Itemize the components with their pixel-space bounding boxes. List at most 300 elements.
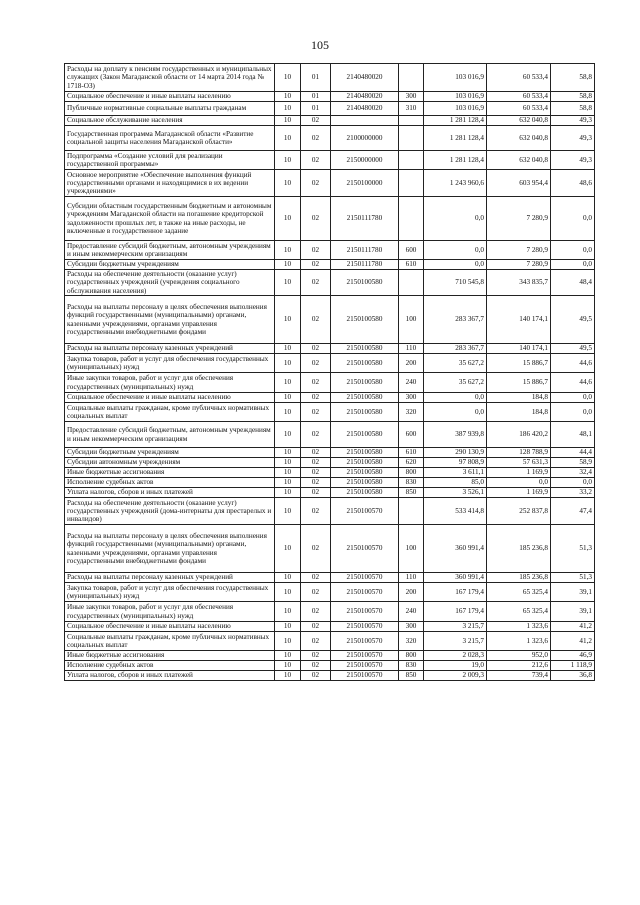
cell-plan: 1 281 128,4	[424, 126, 487, 151]
cell-target: 2150100570	[331, 632, 399, 651]
cell-section: 10	[275, 344, 301, 354]
cell-section: 10	[275, 488, 301, 498]
table-row	[65, 488, 595, 498]
cell-name: Социальное обеспечение и иные выплаты населению	[65, 92, 275, 102]
cell-name: Предоставление субсидий бюджетным, автономным учреждениям и иным некоммерческим организациям	[65, 422, 275, 448]
cell-plan: 19,0	[424, 661, 487, 671]
cell-actual: 140 174,1	[487, 344, 551, 354]
cell-name: Уплата налогов, сборов и иных платежей	[65, 671, 275, 681]
cell-plan: 2 028,3	[424, 651, 487, 661]
cell-name: Иные бюджетные ассигнования	[65, 651, 275, 661]
table-row	[65, 296, 595, 344]
cell-subsection: 02	[301, 651, 331, 661]
cell-expense-type: 620	[399, 458, 424, 468]
cell-plan: 1 281 128,4	[424, 116, 487, 126]
cell-subsection: 02	[301, 661, 331, 671]
cell-target: 2150100570	[331, 525, 399, 573]
cell-percent: 41,2	[551, 622, 595, 632]
cell-target: 2150100580	[331, 468, 399, 478]
cell-subsection: 02	[301, 260, 331, 270]
cell-percent: 39,1	[551, 583, 595, 602]
cell-expense-type	[399, 498, 424, 525]
cell-plan: 103 016,9	[424, 64, 487, 92]
cell-section: 10	[275, 403, 301, 422]
cell-target	[331, 116, 399, 126]
cell-section: 10	[275, 197, 301, 241]
table-row	[65, 126, 595, 151]
cell-target: 2140480020	[331, 92, 399, 102]
cell-target: 2150111780	[331, 241, 399, 260]
cell-target: 2100000000	[331, 126, 399, 151]
cell-percent: 0,0	[551, 197, 595, 241]
cell-actual: 184,8	[487, 403, 551, 422]
cell-plan: 283 367,7	[424, 296, 487, 344]
cell-percent: 51,3	[551, 525, 595, 573]
cell-subsection: 02	[301, 116, 331, 126]
cell-actual: 60 533,4	[487, 64, 551, 92]
cell-target: 2150100580	[331, 422, 399, 448]
cell-actual: 184,8	[487, 393, 551, 403]
cell-subsection: 01	[301, 102, 331, 116]
cell-percent: 33,2	[551, 488, 595, 498]
cell-plan: 97 808,9	[424, 458, 487, 468]
cell-plan: 0,0	[424, 260, 487, 270]
table-row	[65, 260, 595, 270]
table-row	[65, 632, 595, 651]
cell-subsection: 02	[301, 270, 331, 296]
cell-name: Расходы на доплату к пенсиям государственных и муниципальных служащих (Закон Магаданской области от 14 марта 2014 года № 1718-ОЗ)	[65, 64, 275, 92]
cell-name: Социальное обеспечение и иные выплаты населению	[65, 393, 275, 403]
cell-plan: 167 179,4	[424, 602, 487, 622]
table-row	[65, 151, 595, 170]
cell-section: 10	[275, 583, 301, 602]
table-body	[65, 64, 595, 681]
cell-actual: 185 236,8	[487, 525, 551, 573]
cell-expense-type: 850	[399, 671, 424, 681]
cell-section: 10	[275, 270, 301, 296]
cell-expense-type	[399, 151, 424, 170]
cell-plan: 283 367,7	[424, 344, 487, 354]
cell-target: 2150100580	[331, 344, 399, 354]
cell-name: Закупка товаров, работ и услуг для обеспечения государственных (муниципальных) нужд	[65, 354, 275, 373]
cell-expense-type	[399, 126, 424, 151]
cell-name: Социальное обеспечение и иные выплаты населению	[65, 622, 275, 632]
cell-subsection: 02	[301, 448, 331, 458]
cell-percent: 49,5	[551, 296, 595, 344]
cell-expense-type	[399, 270, 424, 296]
table-row	[65, 241, 595, 260]
cell-section: 10	[275, 651, 301, 661]
cell-expense-type	[399, 197, 424, 241]
cell-subsection: 02	[301, 151, 331, 170]
cell-percent: 0,0	[551, 241, 595, 260]
cell-percent: 49,3	[551, 151, 595, 170]
cell-actual: 7 280,9	[487, 241, 551, 260]
cell-actual: 60 533,4	[487, 102, 551, 116]
cell-plan: 710 545,8	[424, 270, 487, 296]
cell-percent: 44,4	[551, 448, 595, 458]
cell-name: Социальные выплаты гражданам, кроме публичных нормативных социальных выплат	[65, 403, 275, 422]
cell-expense-type: 300	[399, 622, 424, 632]
table-row	[65, 573, 595, 583]
cell-plan: 290 130,9	[424, 448, 487, 458]
cell-subsection: 02	[301, 525, 331, 573]
cell-section: 10	[275, 422, 301, 448]
cell-percent: 48,4	[551, 270, 595, 296]
table-row	[65, 92, 595, 102]
cell-name: Расходы на обеспечение деятельности (оказание услуг) государственных учреждений (учреждения социального обслуживания населения)	[65, 270, 275, 296]
cell-percent: 49,3	[551, 116, 595, 126]
cell-section: 10	[275, 126, 301, 151]
cell-name: Расходы на обеспечение деятельности (оказание услуг) государственных учреждений (дома-интернаты для престарелых и инвалидов)	[65, 498, 275, 525]
cell-subsection: 02	[301, 422, 331, 448]
cell-expense-type: 610	[399, 260, 424, 270]
cell-plan: 3 215,7	[424, 632, 487, 651]
cell-name: Расходы на выплаты персоналу в целях обеспечения выполнения функций государственными (муниципальными) органами, казенными учреждениями, органами управления государственными внебюджетными фондами	[65, 296, 275, 344]
cell-percent: 44,6	[551, 373, 595, 393]
cell-name: Публичные нормативные социальные выплаты гражданам	[65, 102, 275, 116]
table-row	[65, 403, 595, 422]
cell-target: 2150111780	[331, 260, 399, 270]
table-row	[65, 525, 595, 573]
cell-plan: 1 243 960,6	[424, 170, 487, 197]
cell-subsection: 02	[301, 126, 331, 151]
cell-section: 10	[275, 92, 301, 102]
cell-subsection: 02	[301, 583, 331, 602]
cell-plan: 0,0	[424, 241, 487, 260]
cell-subsection: 02	[301, 458, 331, 468]
cell-expense-type	[399, 64, 424, 92]
cell-percent: 36,8	[551, 671, 595, 681]
cell-target: 2150100000	[331, 170, 399, 197]
cell-expense-type: 110	[399, 344, 424, 354]
cell-section: 10	[275, 632, 301, 651]
cell-percent: 58,8	[551, 92, 595, 102]
cell-section: 10	[275, 260, 301, 270]
page-number: 105	[311, 38, 329, 52]
cell-name: Уплата налогов, сборов и иных платежей	[65, 488, 275, 498]
cell-subsection: 02	[301, 573, 331, 583]
cell-plan: 35 627,2	[424, 354, 487, 373]
cell-subsection: 02	[301, 373, 331, 393]
cell-actual: 603 954,4	[487, 170, 551, 197]
table-row	[65, 602, 595, 622]
cell-expense-type: 300	[399, 92, 424, 102]
cell-name: Субсидии бюджетным учреждениям	[65, 260, 275, 270]
cell-subsection: 02	[301, 344, 331, 354]
cell-plan: 167 179,4	[424, 583, 487, 602]
cell-plan: 1 281 128,4	[424, 151, 487, 170]
cell-percent: 0,0	[551, 260, 595, 270]
cell-expense-type: 850	[399, 488, 424, 498]
table-row	[65, 671, 595, 681]
cell-percent: 46,9	[551, 651, 595, 661]
cell-percent: 49,3	[551, 126, 595, 151]
table-row	[65, 393, 595, 403]
cell-target: 2150100580	[331, 270, 399, 296]
cell-target: 2150100580	[331, 403, 399, 422]
cell-name: Субсидии автономным учреждениям	[65, 458, 275, 468]
cell-actual: 1 169,9	[487, 468, 551, 478]
cell-percent: 47,4	[551, 498, 595, 525]
cell-subsection: 01	[301, 64, 331, 92]
cell-percent: 51,3	[551, 573, 595, 583]
cell-percent: 58,8	[551, 102, 595, 116]
cell-plan: 360 991,4	[424, 573, 487, 583]
cell-subsection: 02	[301, 296, 331, 344]
cell-target: 2150100570	[331, 622, 399, 632]
cell-actual: 7 280,9	[487, 260, 551, 270]
cell-section: 10	[275, 671, 301, 681]
cell-target: 2150000000	[331, 151, 399, 170]
cell-subsection: 02	[301, 622, 331, 632]
cell-section: 10	[275, 448, 301, 458]
cell-subsection: 02	[301, 602, 331, 622]
cell-target: 2150100570	[331, 573, 399, 583]
cell-percent: 48,1	[551, 422, 595, 448]
cell-target: 2140480020	[331, 64, 399, 92]
cell-subsection: 02	[301, 468, 331, 478]
cell-subsection: 02	[301, 671, 331, 681]
cell-section: 10	[275, 170, 301, 197]
table-row	[65, 448, 595, 458]
cell-expense-type: 320	[399, 632, 424, 651]
cell-name: Расходы на выплаты персоналу в целях обеспечения выполнения функций государственными (муниципальными) органами, казенными учреждениями, органами управления государственными внебюджетными фондами	[65, 525, 275, 573]
cell-plan: 0,0	[424, 393, 487, 403]
cell-percent: 0,0	[551, 478, 595, 488]
cell-section: 10	[275, 478, 301, 488]
cell-percent: 39,1	[551, 602, 595, 622]
cell-subsection: 02	[301, 241, 331, 260]
cell-expense-type: 200	[399, 354, 424, 373]
table-row	[65, 170, 595, 197]
cell-subsection: 02	[301, 403, 331, 422]
cell-target: 2150100580	[331, 393, 399, 403]
cell-plan: 2 009,3	[424, 671, 487, 681]
cell-plan: 103 016,9	[424, 102, 487, 116]
cell-section: 10	[275, 622, 301, 632]
cell-expense-type: 100	[399, 296, 424, 344]
cell-actual: 632 040,8	[487, 151, 551, 170]
cell-plan: 3 215,7	[424, 622, 487, 632]
table-row	[65, 583, 595, 602]
cell-expense-type: 610	[399, 448, 424, 458]
cell-target: 2150100580	[331, 458, 399, 468]
table-row	[65, 354, 595, 373]
cell-percent: 48,6	[551, 170, 595, 197]
cell-section: 10	[275, 373, 301, 393]
cell-target: 2150100570	[331, 651, 399, 661]
cell-name: Государственная программа Магаданской области «Развитие социальной защиты населения Магаданской области»	[65, 126, 275, 151]
cell-target: 2150100580	[331, 478, 399, 488]
cell-actual: 57 631,3	[487, 458, 551, 468]
cell-percent: 44,6	[551, 354, 595, 373]
cell-target: 2150111780	[331, 197, 399, 241]
cell-expense-type: 200	[399, 583, 424, 602]
cell-actual: 60 533,4	[487, 92, 551, 102]
cell-actual: 632 040,8	[487, 126, 551, 151]
cell-subsection: 02	[301, 632, 331, 651]
cell-name: Исполнение судебных актов	[65, 661, 275, 671]
table-row	[65, 102, 595, 116]
cell-name: Субсидии бюджетным учреждениям	[65, 448, 275, 458]
cell-target: 2150100580	[331, 373, 399, 393]
cell-actual: 632 040,8	[487, 116, 551, 126]
cell-target: 2150100580	[331, 448, 399, 458]
cell-section: 10	[275, 661, 301, 671]
cell-name: Иные закупки товаров, работ и услуг для обеспечения государственных (муниципальных) нужд	[65, 373, 275, 393]
cell-section: 10	[275, 458, 301, 468]
cell-plan: 35 627,2	[424, 373, 487, 393]
cell-plan: 3 611,1	[424, 468, 487, 478]
cell-actual: 1 323,6	[487, 622, 551, 632]
cell-expense-type: 240	[399, 602, 424, 622]
cell-expense-type	[399, 116, 424, 126]
cell-expense-type: 240	[399, 373, 424, 393]
cell-target: 2150100580	[331, 354, 399, 373]
cell-name: Основное мероприятие «Обеспечение выполнения функций государственными органами и находящимися в их ведении учреждениями»	[65, 170, 275, 197]
cell-actual: 65 325,4	[487, 602, 551, 622]
cell-expense-type: 800	[399, 651, 424, 661]
cell-percent: 58,8	[551, 64, 595, 92]
cell-target: 2150100580	[331, 488, 399, 498]
cell-section: 10	[275, 573, 301, 583]
cell-percent: 1 118,9	[551, 661, 595, 671]
table-row	[65, 468, 595, 478]
cell-section: 10	[275, 151, 301, 170]
cell-section: 10	[275, 393, 301, 403]
cell-actual: 739,4	[487, 671, 551, 681]
cell-name: Расходы на выплаты персоналу казенных учреждений	[65, 573, 275, 583]
cell-expense-type: 600	[399, 422, 424, 448]
cell-subsection: 02	[301, 498, 331, 525]
cell-expense-type: 300	[399, 393, 424, 403]
cell-plan: 85,0	[424, 478, 487, 488]
cell-actual: 1 169,9	[487, 488, 551, 498]
cell-percent: 58,9	[551, 458, 595, 468]
cell-plan: 0,0	[424, 403, 487, 422]
cell-actual: 252 837,8	[487, 498, 551, 525]
cell-plan: 387 939,8	[424, 422, 487, 448]
cell-percent: 49,5	[551, 344, 595, 354]
cell-percent: 41,2	[551, 632, 595, 651]
table-row	[65, 64, 595, 92]
cell-subsection: 02	[301, 488, 331, 498]
cell-expense-type: 800	[399, 468, 424, 478]
cell-section: 10	[275, 354, 301, 373]
cell-expense-type: 100	[399, 525, 424, 573]
cell-subsection: 02	[301, 478, 331, 488]
cell-name: Исполнение судебных актов	[65, 478, 275, 488]
cell-actual: 140 174,1	[487, 296, 551, 344]
cell-actual: 343 835,7	[487, 270, 551, 296]
cell-target: 2150100570	[331, 498, 399, 525]
cell-section: 10	[275, 602, 301, 622]
cell-section: 10	[275, 116, 301, 126]
cell-percent: 32,4	[551, 468, 595, 478]
cell-actual: 185 236,8	[487, 573, 551, 583]
cell-name: Социальные выплаты гражданам, кроме публичных нормативных социальных выплат	[65, 632, 275, 651]
budget-table	[64, 63, 595, 681]
cell-name: Закупка товаров, работ и услуг для обеспечения государственных (муниципальных) нужд	[65, 583, 275, 602]
cell-target: 2150100570	[331, 602, 399, 622]
cell-name: Предоставление субсидий бюджетным, автономным учреждениям и иным некоммерческим организациям	[65, 241, 275, 260]
cell-name: Иные бюджетные ассигнования	[65, 468, 275, 478]
cell-target: 2140480020	[331, 102, 399, 116]
table-row	[65, 116, 595, 126]
cell-target: 2150100580	[331, 296, 399, 344]
cell-actual: 212,6	[487, 661, 551, 671]
cell-section: 10	[275, 241, 301, 260]
cell-expense-type: 110	[399, 573, 424, 583]
cell-subsection: 02	[301, 393, 331, 403]
cell-subsection: 01	[301, 92, 331, 102]
cell-actual: 65 325,4	[487, 583, 551, 602]
cell-section: 10	[275, 498, 301, 525]
cell-name: Иные закупки товаров, работ и услуг для обеспечения государственных (муниципальных) нужд	[65, 602, 275, 622]
cell-expense-type: 830	[399, 478, 424, 488]
cell-plan: 103 016,9	[424, 92, 487, 102]
cell-actual: 7 280,9	[487, 197, 551, 241]
cell-target: 2150100570	[331, 661, 399, 671]
table-row	[65, 270, 595, 296]
cell-actual: 186 420,2	[487, 422, 551, 448]
cell-plan: 533 414,8	[424, 498, 487, 525]
cell-percent: 0,0	[551, 403, 595, 422]
cell-percent: 0,0	[551, 393, 595, 403]
cell-expense-type: 320	[399, 403, 424, 422]
cell-actual: 128 788,9	[487, 448, 551, 458]
cell-name: Расходы на выплаты персоналу казенных учреждений	[65, 344, 275, 354]
cell-actual: 1 323,6	[487, 632, 551, 651]
table-row	[65, 498, 595, 525]
cell-target: 2150100570	[331, 671, 399, 681]
cell-name: Подпрограмма «Создание условий для реализации государственной программы»	[65, 151, 275, 170]
table-row	[65, 344, 595, 354]
table-row	[65, 651, 595, 661]
cell-section: 10	[275, 64, 301, 92]
cell-name: Субсидии областным государственным бюджетным и автономным учреждениям Магаданской области на погашение кредиторской задолженности прошлых лет, в также на иные расходы, не включенные в государственное задание	[65, 197, 275, 241]
cell-actual: 0,0	[487, 478, 551, 488]
cell-section: 10	[275, 525, 301, 573]
cell-actual: 15 886,7	[487, 373, 551, 393]
table-row	[65, 197, 595, 241]
cell-expense-type: 310	[399, 102, 424, 116]
table-row	[65, 478, 595, 488]
cell-subsection: 02	[301, 170, 331, 197]
cell-target: 2150100570	[331, 583, 399, 602]
cell-subsection: 02	[301, 354, 331, 373]
cell-name: Социальное обслуживание населения	[65, 116, 275, 126]
cell-expense-type	[399, 170, 424, 197]
cell-expense-type: 830	[399, 661, 424, 671]
cell-section: 10	[275, 468, 301, 478]
cell-section: 10	[275, 296, 301, 344]
table-row	[65, 458, 595, 468]
cell-actual: 952,0	[487, 651, 551, 661]
cell-plan: 3 526,1	[424, 488, 487, 498]
table-row	[65, 422, 595, 448]
cell-expense-type: 600	[399, 241, 424, 260]
cell-plan: 0,0	[424, 197, 487, 241]
table-row	[65, 661, 595, 671]
cell-section: 10	[275, 102, 301, 116]
cell-actual: 15 886,7	[487, 354, 551, 373]
table-row	[65, 622, 595, 632]
table-row	[65, 373, 595, 393]
cell-plan: 360 991,4	[424, 525, 487, 573]
cell-subsection: 02	[301, 197, 331, 241]
